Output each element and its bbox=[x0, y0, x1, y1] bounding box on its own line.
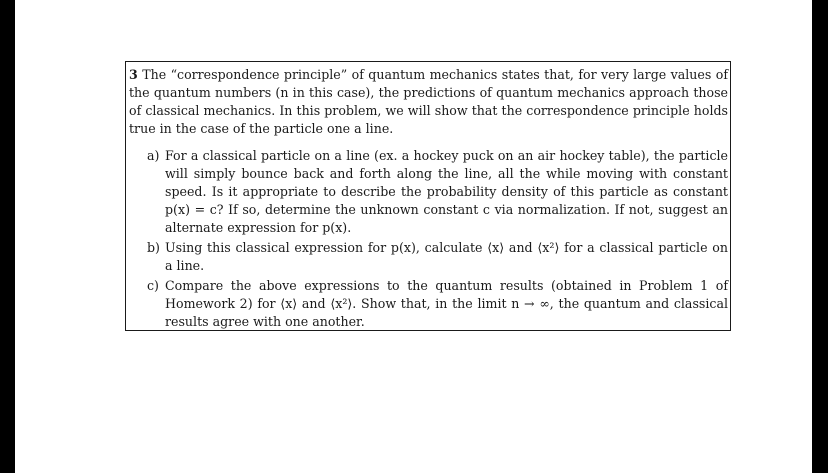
problem-intro-paragraph bbox=[129, 66, 728, 138]
problem-intro-text: The “correspondence principle” of quantum mechanics states that, for very large values of the quantum numbers (n in this case), the predictions of quantum mechanics approach those of classical mechanics. In this problem, we will show that the correspondence principle holds true in the case of the particle one a line. bbox=[129, 67, 728, 136]
problem-part-b bbox=[129, 239, 728, 275]
document-page bbox=[15, 0, 812, 473]
problem-part-a bbox=[129, 147, 728, 237]
part-label: b) bbox=[147, 240, 160, 255]
problem-parts-list bbox=[129, 147, 728, 331]
problem-number: 3 bbox=[129, 67, 138, 82]
part-label: a) bbox=[147, 148, 160, 163]
problem-part-c bbox=[129, 277, 728, 331]
part-text: Using this classical expression for p(x), calculate ⟨x⟩ and ⟨x²⟩ for a classical particle on a line. bbox=[165, 240, 728, 273]
part-text: For a classical particle on a line (ex. a hockey puck on an air hockey table), the particle will simply bounce back and forth along the line, all the while moving with constant speed. Is it appropriate to describe the probability density of this particle as constant p(x) = c? If so, determine the unknown constant c via normalization. If not, suggest an alternate expression for p(x). bbox=[165, 148, 728, 235]
part-text: Compare the above expressions to the quantum results (obtained in Problem 1 of Homework 2) for ⟨x⟩ and ⟨x²⟩. Show that, in the limit n → ∞, the quantum and classical results agree with one another. bbox=[165, 278, 728, 329]
part-label: c) bbox=[147, 278, 159, 293]
problem-box bbox=[125, 61, 731, 331]
